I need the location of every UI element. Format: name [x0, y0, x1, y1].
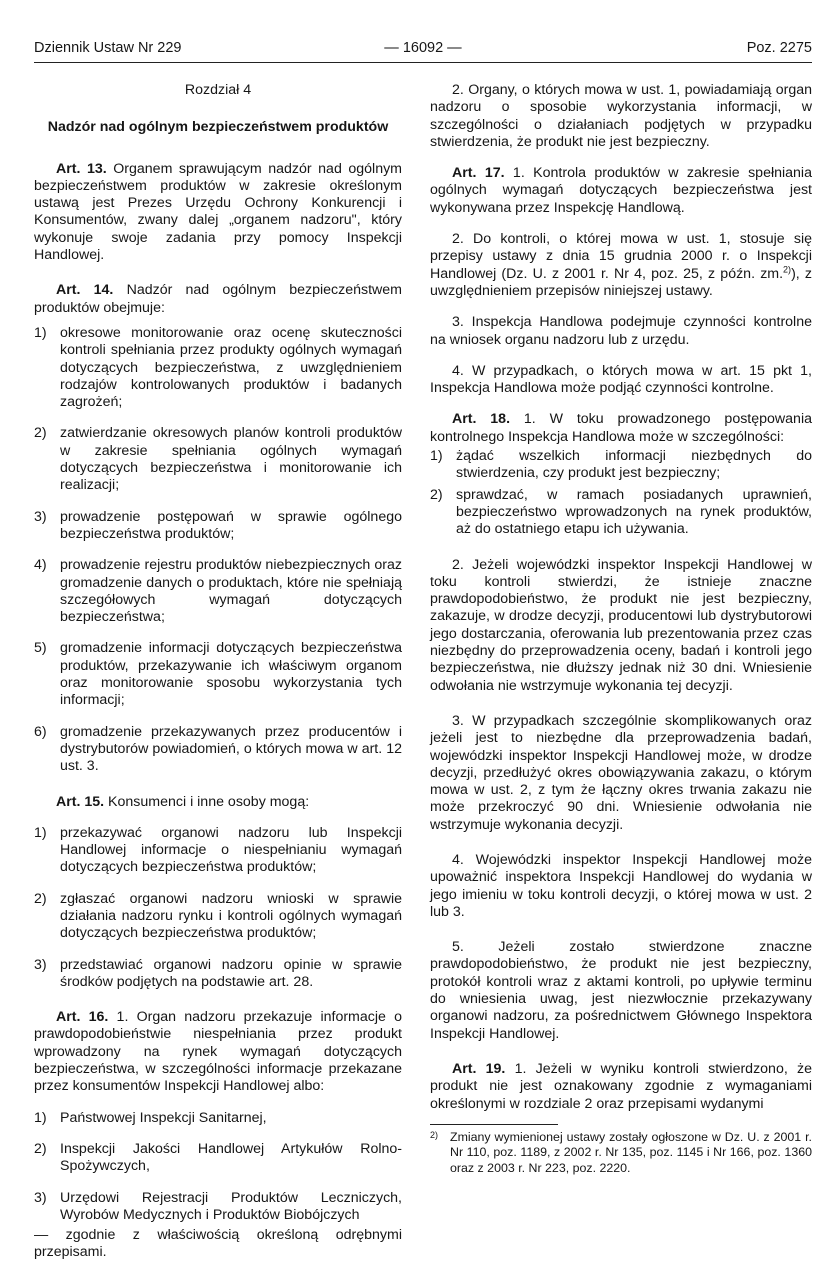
article-13: Art. 13. Organem sprawującym nadzór nad ogólnym bezpieczeństwem produktów w zakresie określonym ustawą jest Prezes Urzędu Ochrony Konkurencji i Konsumentów, zwany dalej „organem nadzoru", który wykonuje swoje zadania przy pomocy Inspekcji Handlowej.	[34, 160, 402, 264]
list-item: 1) okresowe monitorowanie oraz ocenę skuteczności kontroli spełniania przez produkty ogólnych wymagań dotyczących bezpieczeństwa, z uwzględnieniem rodzajów kontrolowanych produktów i badanych zagrożeń;	[34, 324, 402, 411]
list-item: 5) gromadzenie informacji dotyczących bezpieczeństwa produktów, przekazywanie ich właściwym organom oraz monitorowanie sposobu wykorzystania tych informacji;	[34, 640, 402, 709]
list-item: 3) przedstawiać organowi nadzoru opinie w sprawie środków podjętych na podstawie art. 28.	[34, 956, 402, 990]
article-18-paragraph-4: 4. Wojewódzki inspektor Inspekcji Handlowej może upoważnić inspektora Inspekcji Handlowej do wydania w jego imieniu w toku kontroli decyzji, o której mowa w ust. 2 lub 3.	[430, 851, 812, 920]
list-item: 3) prowadzenie postępowań w sprawie ogólnego bezpieczeństwa produktów;	[34, 508, 402, 542]
article-label: Art. 13.	[56, 160, 107, 177]
article-14: Art. 14. Nadzór nad ogólnym bezpieczeństwem produktów obejmuje:	[34, 282, 402, 316]
list-item: 4) prowadzenie rejestru produktów niebezpiecznych oraz gromadzenie danych o produktach, które nie spełniają szczegółowych wymagań dotyczących bezpieczeństwa;	[34, 557, 402, 626]
page-number: — 16092 —	[384, 40, 462, 56]
list-item: 2) Inspekcji Jakości Handlowej Artykułów Rolno-Spożywczych,	[34, 1140, 402, 1175]
right-column	[430, 82, 812, 1176]
article-label: Art. 16.	[56, 1009, 109, 1026]
article-16: Art. 16. 1. Organ nadzoru przekazuje informacje o prawdopodobieństwie niespełniania przez produkt wprowadzony na rynek wymagań dotyczących bezpieczeństwa, w szczególności informacje przekazane przez konsumentów Inspekcji Handlowej albo:	[34, 1009, 402, 1095]
footnote-mark: 2)	[430, 1129, 439, 1140]
article-label: Art. 15.	[56, 793, 105, 810]
list-item: 2) zatwierdzanie okresowych planów kontroli produktów w zakresie spełniania ogólnych wymagań dotyczących bezpieczeństwa i monitorowanie ich realizacji;	[34, 425, 402, 494]
article-17-paragraph-3: 3. Inspekcja Handlowa podejmuje czynności kontrolne na wniosek organu nadzoru lub z urzędu.	[430, 314, 812, 348]
article-label: Art. 18.	[452, 411, 511, 428]
article-label: Art. 19.	[452, 1060, 506, 1077]
article-19: Art. 19. 1. Jeżeli w wyniku kontroli stwierdzono, że produkt nie jest oznakowany zgodnie z wymaganiami określonymi w rozdziale 2 oraz przepisami wydanymi	[430, 1060, 812, 1112]
article-17-paragraph-2: 2. Do kontroli, o której mowa w ust. 1, stosuje się przepisy ustawy z dnia 15 grudnia 2000 r. o Inspekcji Handlowej (Dz. U. z 2001 r. Nr 4, poz. 25, z późn. zm.$^{2)}$), z uwzględnieniem przepisów niniejszej ustawy.	[430, 231, 812, 299]
article-16-closing: — zgodnie z właściwością określoną odrębnymi przepisami.	[34, 1227, 402, 1261]
chapter-title: Rozdział 4	[184, 82, 252, 98]
list-item: 3) Urzędowi Rejestracji Produktów Leczniczych, Wyrobów Medycznych i Produktów Biobójczych	[34, 1189, 402, 1223]
article-label: Art. 14.	[56, 282, 114, 299]
left-column	[34, 82, 402, 1262]
position-number: Poz. 2275	[746, 40, 812, 56]
article-17: Art. 17. 1. Kontrola produktów w zakresie spełniania ogólnych wymagań dotyczących bezpieczeństwa jest wykonywana przez Inspekcję Handlową.	[430, 165, 812, 216]
list-item: 1) przekazywać organowi nadzoru lub Inspekcji Handlowej informacje o niespełnianiu wymagań dotyczących bezpieczeństwa produktów;	[34, 824, 402, 876]
article-18-paragraph-2: 2. Jeżeli wojewódzki inspektor Inspekcji Handlowej w toku kontroli stwierdzi, że istnieje znaczne prawdopodobieństwo, że produkt nie jest bezpieczny, zakazuje, w drodze decyzji, producentowi lub dystrybutorowi jego dostarczania, oferowania lub prezentowania przez czas niezbędny do przeprowadzenia oceny, badań i kontroli jego bezpieczeństwa, nie dłuższy jednak niż 30 dni. Wniesienie odwołania nie wstrzymuje wykonania tej decyzji.	[430, 556, 812, 694]
journal-title: Dziennik Ustaw Nr 229	[34, 40, 182, 56]
chapter-heading: Nadzór nad ogólnym bezpieczeństwem produktów	[47, 119, 389, 136]
article-18-paragraph-3: 3. W przypadkach szczególnie skomplikowanych oraz jeżeli jest to niezbędne dla przeprowadzenia badań, wojewódzki inspektor Inspekcji Handlowej może, w drodze decyzji, przedłużyć okres obowiązywania zakazu, o którym mowa w ust. 2, z tym że łączny okres trwania zakazu nie może przekroczyć 90 dni. Wniesienie odwołania nie wstrzymuje wykonania decyzji.	[430, 712, 812, 833]
footnote-ref: 2)	[783, 263, 792, 274]
list-item: 1) żądać wszelkich informacji niezbędnych do stwierdzenia, czy produkt jest bezpieczny;	[430, 448, 812, 482]
footnote	[430, 1130, 812, 1177]
page-header	[34, 40, 812, 60]
list-item: 2) zgłaszać organowi nadzoru wnioski w sprawie działania nadzoru rynku i kontroli ogólnych wymagań dotyczących bezpieczeństwa produktów;	[34, 890, 402, 942]
list-item: 1) Państwowej Inspekcji Sanitarnej,	[34, 1109, 267, 1126]
article-18-paragraph-5: 5. Jeżeli zostało stwierdzone znaczne prawdopodobieństwo, że produkt nie jest bezpieczny, protokół kontroli wraz z aktami kontroli, po upływie terminu do wniesienia uwag, jest niezwłocznie przekazywany organowi nadzoru, za pośrednictwem Głównego Inspektora Inspekcji Handlowej.	[430, 939, 812, 1042]
article-16-paragraph-2: 2. Organy, o których mowa w ust. 1, powiadamiają organ nadzoru o sposobie wykorzystania informacji, w szczególności o działaniach podjętych w przypadku stwierdzenia, że produkt nie jest bezpieczny.	[430, 82, 812, 150]
list-item: 6) gromadzenie przekazywanych przez producentów i dystrybutorów powiadomień, o których mowa w art. 12 ust. 3.	[34, 723, 402, 775]
article-17-paragraph-4: 4. W przypadkach, o których mowa w art. 15 pkt 1, Inspekcja Handlowa może podjąć czynności kontrolne.	[430, 362, 812, 397]
header-divider	[34, 62, 812, 63]
article-18: Art. 18. 1. W toku prowadzonego postępowania kontrolnego Inspekcja Handlowa może w szczególności:	[430, 411, 812, 445]
footnote-text: Zmiany wymienionej ustawy zostały ogłoszone w Dz. U. z 2001 r. Nr 110, poz. 1189, z 2002 r. Nr 135, poz. 1145 i Nr 166, poz. 1360 oraz z 2003 r. Nr 223, poz. 2220.	[450, 1129, 812, 1175]
footnote-divider	[430, 1124, 558, 1125]
article-15: Art. 15. Konsumenci i inne osoby mogą:	[56, 793, 310, 810]
list-item: 2) sprawdzać, w ramach posiadanych uprawnień, bezpieczeństwo wprowadzonych na rynek produktów, aż do ostatniego etapu ich używania.	[430, 486, 812, 538]
article-label: Art. 17.	[452, 165, 505, 182]
